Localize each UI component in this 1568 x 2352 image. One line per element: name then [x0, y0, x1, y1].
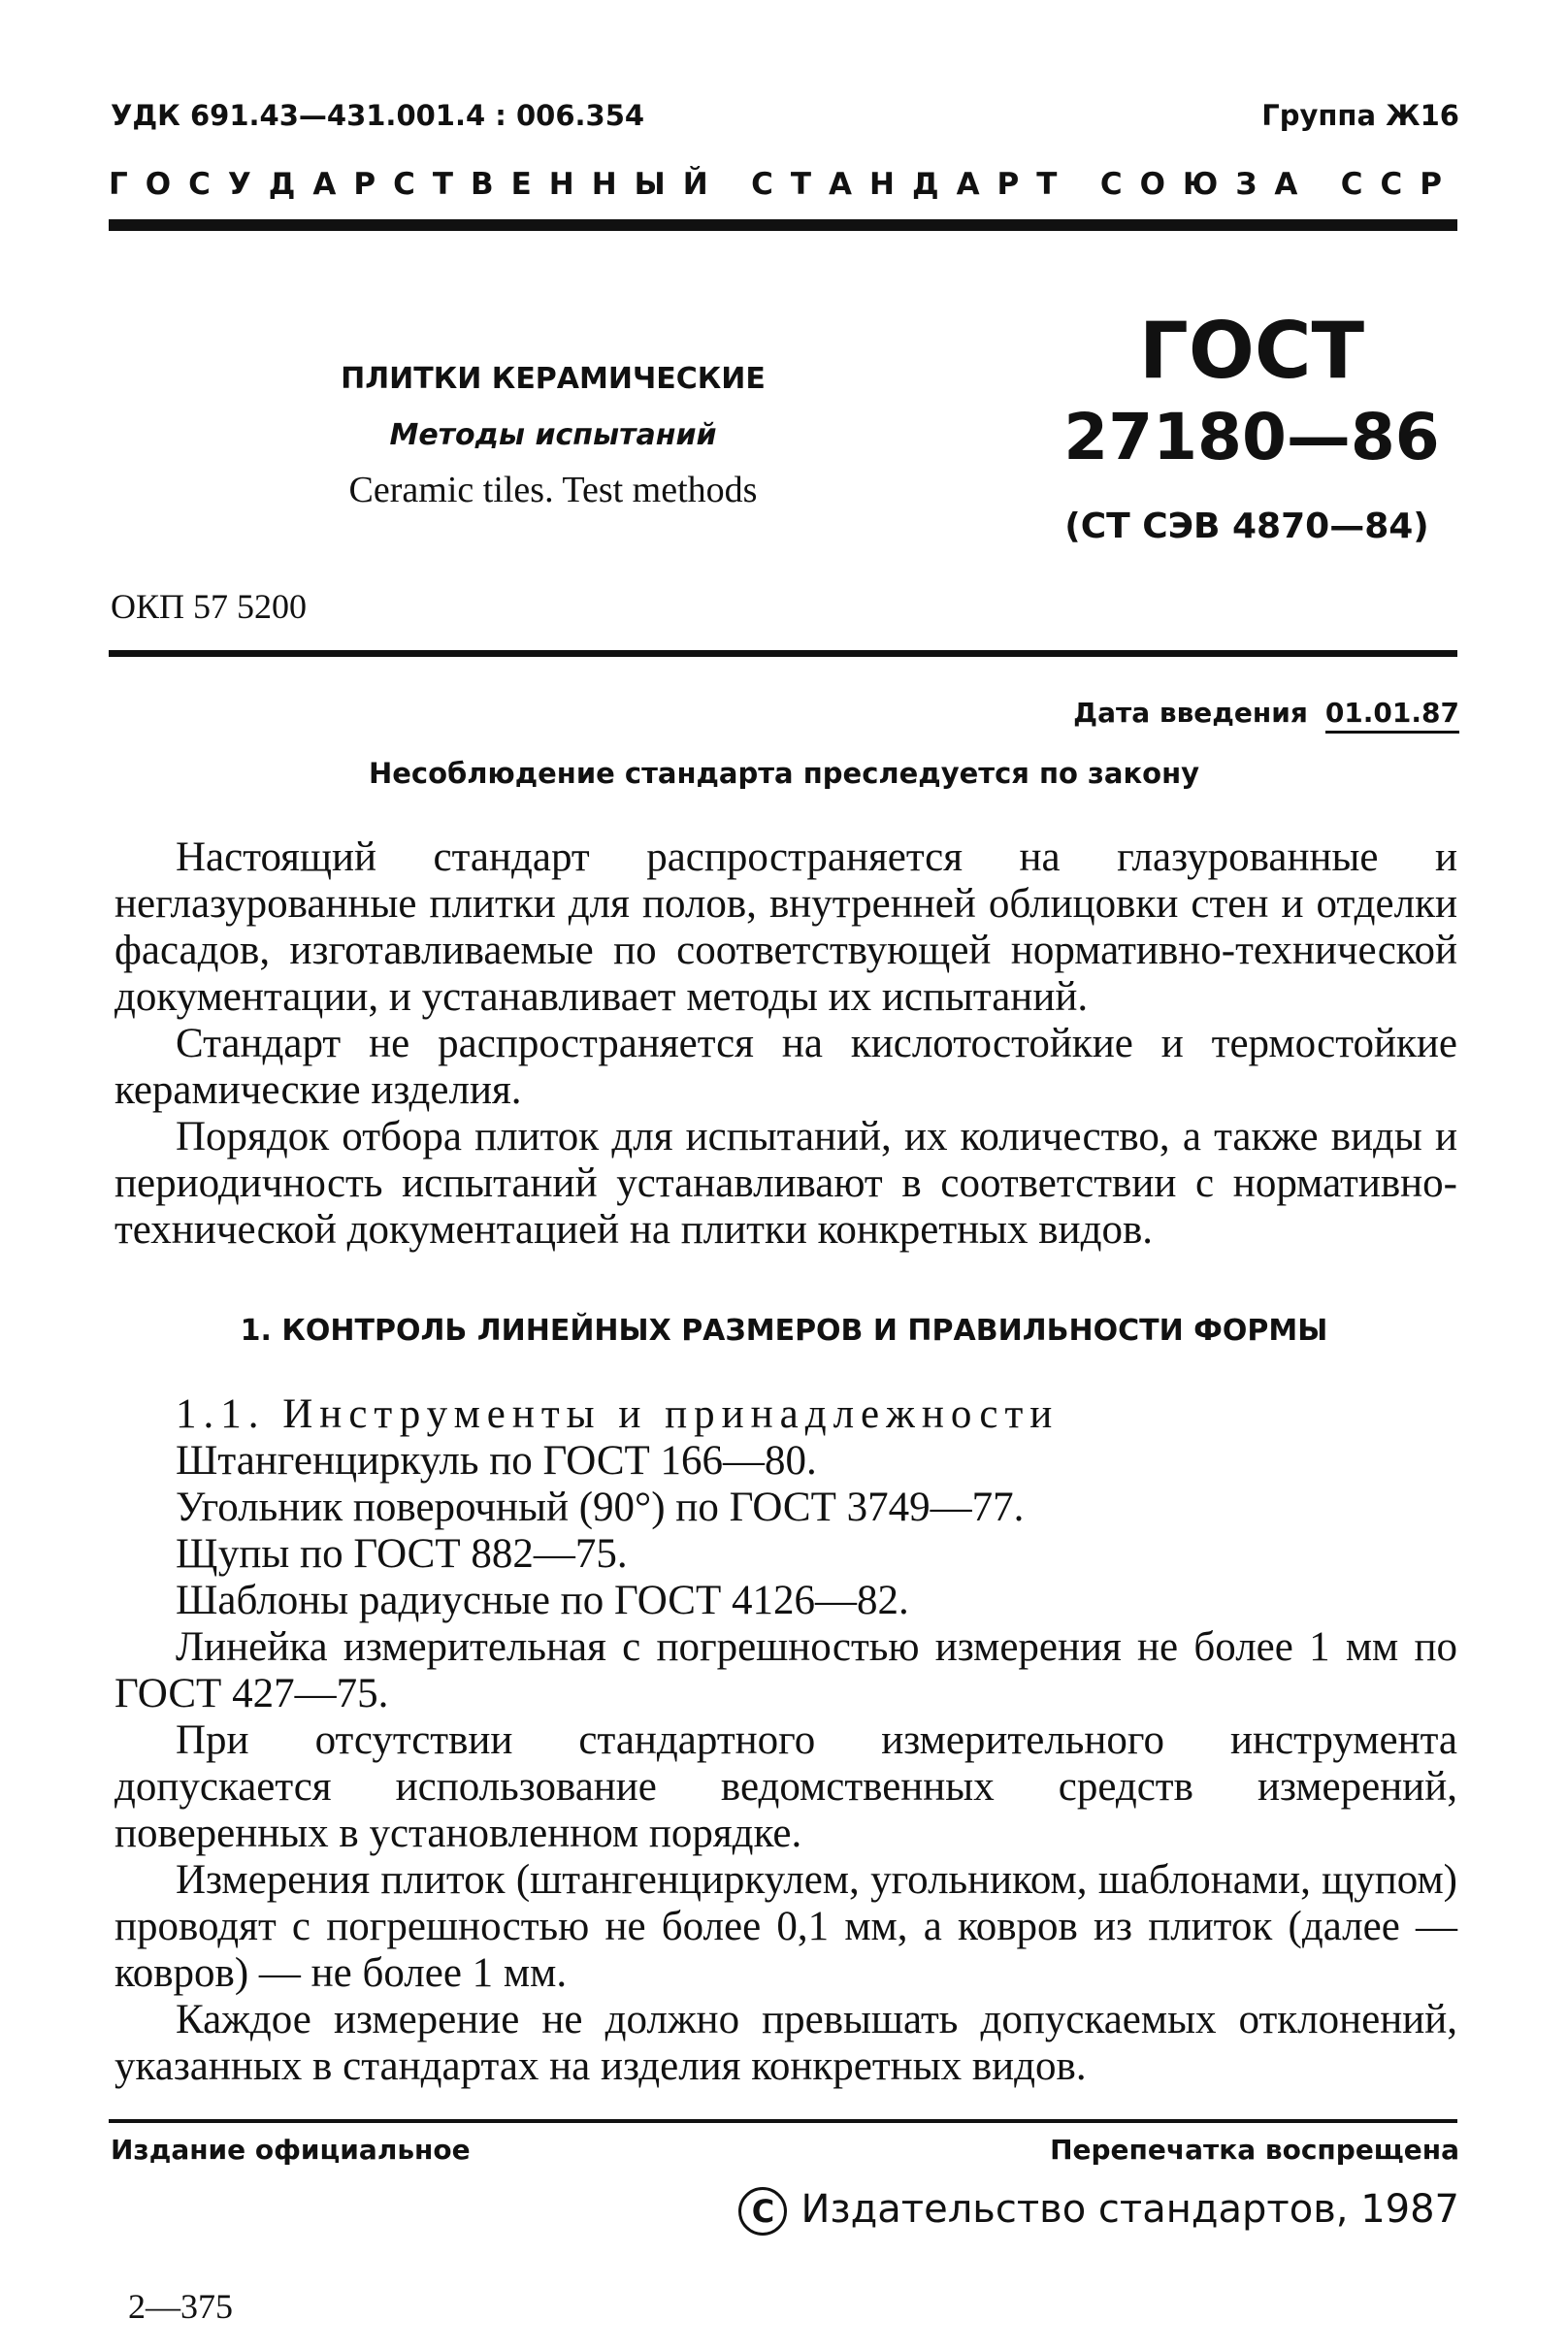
group-code: Группа Ж16: [1261, 99, 1459, 132]
paragraph-text: Измерения плиток (штангенциркулем, угольником, шаблонами, щупом) проводят с погрешностью не более 0,1 мм, а ковров из плиток (далее — ковров) — не более 1 мм.: [114, 1857, 1457, 1996]
banner-word: ССР: [1340, 167, 1459, 202]
udk-code: УДК 691.43—431.001.4 : 006.354: [111, 99, 645, 132]
state-standard-banner: [109, 167, 1459, 202]
banner-word: ГОСУДАРСТВЕННЫЙ: [109, 167, 726, 202]
copyright: [738, 2187, 1459, 2236]
intro-date: [1073, 697, 1459, 734]
sev-reference: (СТ СЭВ 4870—84): [1064, 506, 1429, 546]
paragraph: [114, 1114, 1457, 1254]
list-item-text: Щупы по ГОСТ 882—75.: [176, 1531, 628, 1577]
gost-label: ГОСТ: [1138, 306, 1365, 396]
paragraph-text: Каждое измерение не должно превышать допускаемых отклонений, указанных в стандартах на изделия конкретных видов.: [114, 1997, 1457, 2089]
list-item: [114, 1438, 1457, 1485]
intro-date-label: Дата введения: [1073, 697, 1308, 729]
paragraph-text: Настоящий стандарт распространяется на глазурованные и неглазурованные плитки для полов, внутренней облицовки стен и отделки фасадов, изготавливаемые по соответствующей нормативно-технической документации, и устанавливает методы их испытаний.: [114, 834, 1457, 1020]
paragraph: [114, 1857, 1457, 1997]
reprint-notice: Перепечатка воспрещена: [1050, 2134, 1459, 2166]
intro-date-value: 01.01.87: [1325, 697, 1459, 734]
paragraph: [114, 1021, 1457, 1114]
page-code: 2—375: [128, 2287, 233, 2326]
list-item-text: Угольник поверочный (90°) по ГОСТ 3749—77.: [176, 1485, 1025, 1530]
paragraph-text: Порядок отбора плиток для испытаний, их количество, а также виды и периодичность испытаний устанавливают в соответствии с нормативно-технической документацией на плитки конкретных видов.: [114, 1114, 1457, 1253]
okp-code: ОКП 57 5200: [111, 587, 308, 626]
subsection-heading: [114, 1391, 1457, 1438]
law-notice: Несоблюдение стандарта преследуется по закону: [368, 757, 1200, 790]
document-title: ПЛИТКИ КЕРАМИЧЕСКИЕ: [341, 362, 766, 396]
list-item: [114, 1485, 1457, 1531]
paragraph: [114, 1997, 1457, 2090]
banner-word: СОЮЗА: [1099, 167, 1316, 202]
banner-word: СТАНДАРТ: [751, 167, 1075, 202]
list-item: [114, 1578, 1457, 1624]
footer-rule: [109, 2119, 1457, 2123]
section-title: 1. КОНТРОЛЬ ЛИНЕЙНЫХ РАЗМЕРОВ И ПРАВИЛЬНОСТИ ФОРМЫ: [240, 1314, 1328, 1348]
document-title-english: Ceramic tiles. Test methods: [348, 470, 758, 510]
paragraph: [114, 1717, 1457, 1857]
document-subtitle: Методы испытаний: [389, 418, 717, 452]
paragraph: [114, 834, 1457, 1021]
edition-label: Издание официальное: [111, 2134, 471, 2166]
paragraph-text: Линейка измерительная с погрешностью измерения не более 1 мм по ГОСТ 427—75.: [114, 1624, 1457, 1716]
list-item: [114, 1531, 1457, 1578]
subsection-heading-text: 1.1. Инструменты и принадлежности: [176, 1391, 1060, 1437]
paragraph: [114, 1624, 1457, 1717]
paragraph-text: При отсутствии стандартного измерительного инструмента допускается использование ведомственных средств измерений, поверенных в установленном порядке.: [114, 1717, 1457, 1856]
title-rule: [109, 650, 1457, 657]
paragraph-text: Стандарт не распространяется на кислотостойкие и термостойкие керамические изделия.: [114, 1021, 1457, 1113]
list-item-text: Шаблоны радиусные по ГОСТ 4126—82.: [176, 1578, 909, 1623]
header-rule: [109, 219, 1457, 231]
copyright-text: Издательство стандартов, 1987: [800, 2187, 1459, 2232]
gost-number: 27180—86: [1063, 400, 1440, 474]
list-item-text: Штангенциркуль по ГОСТ 166—80.: [176, 1438, 817, 1484]
copyright-icon: C: [738, 2187, 787, 2236]
